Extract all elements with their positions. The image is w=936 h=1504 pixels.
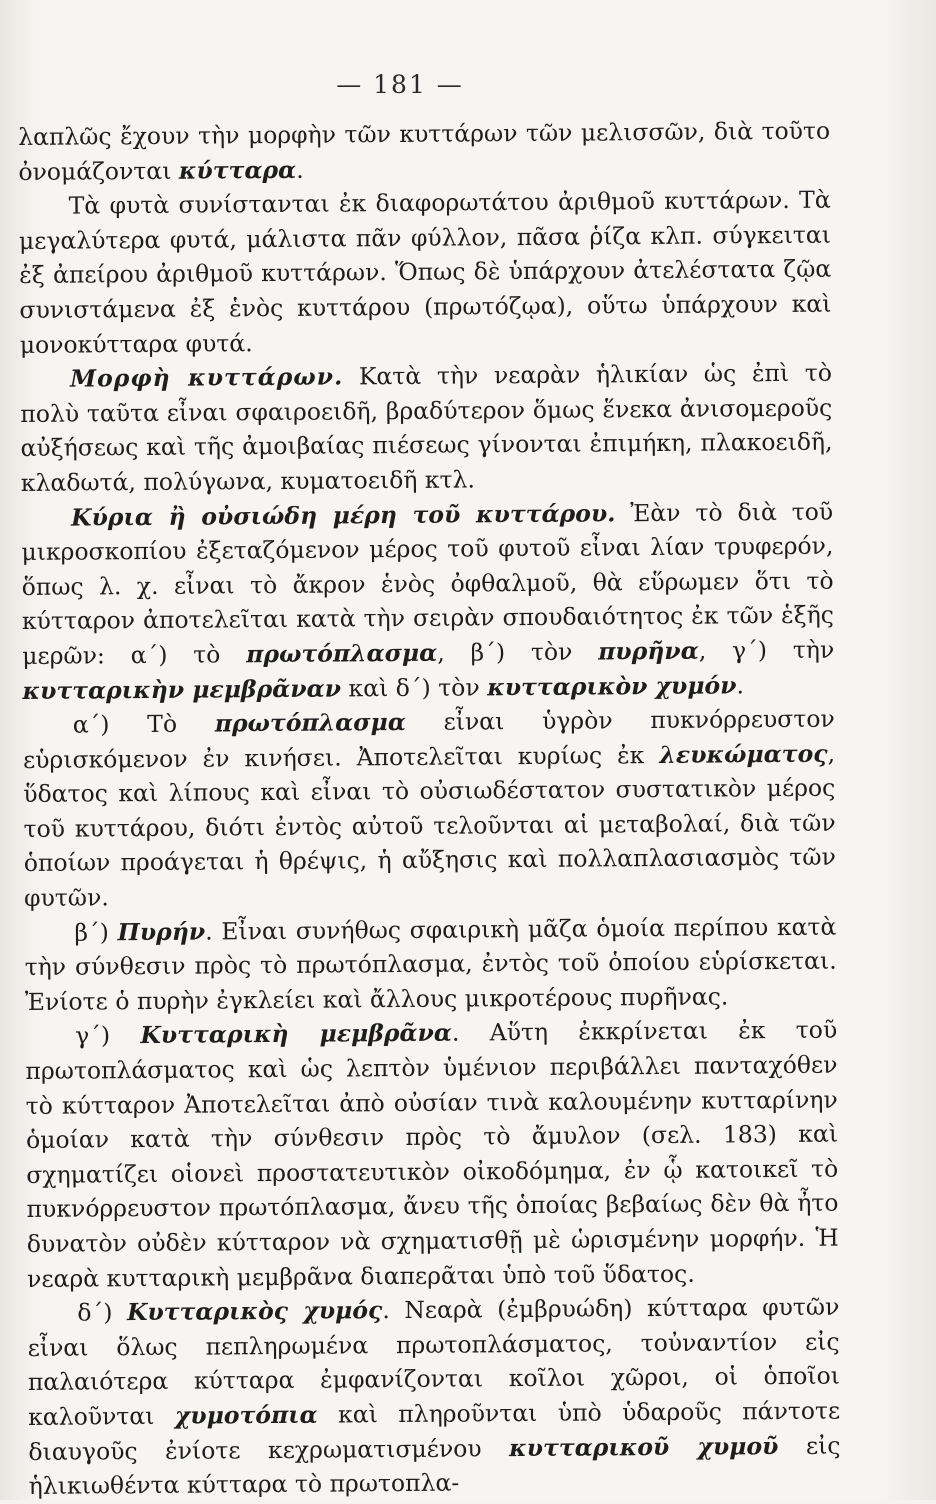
text-segment: καὶ πληροῦνται ὑπὸ ὑδαροῦς πάντοτε διαυγοῦς ἐνίοτε κεχρωματισμένου <box>28 1396 841 1466</box>
term-kyttara: κύτταρα <box>178 155 297 185</box>
text-segment: , γ΄) τὴν <box>698 635 835 665</box>
page-number: — 181 — <box>336 70 464 99</box>
text-segment: β΄) <box>74 917 118 947</box>
text-segment: γ΄) <box>75 1021 141 1051</box>
text-segment: . Αὕτη ἐκκρίνεται ἐκ τοῦ πρωτοπλάσματος καὶ ὡς λεπτὸν ὑμένιον περιβάλλει πανταχόθεν τὸ κύτταρον Ἀποτελεῖται ἀπὸ οὐσίαν τινὰ καλουμένην κυτταρίνην ὁμοίαν κατὰ τὴν σύνθεσιν πρὸς τὸ ἄμυλον (σελ. 183) καὶ σχηματίζει οἱονεὶ προστατευτικὸν οἰκοδόμημα, ἐν ᾧ κατοικεῖ τὸ πυκνόρρευστον πρωτόπλασμα, ἄνευ τῆς ὁποίας βεβαίως δὲν θὰ ἦτο δυνατὸν οὐδὲν κύτταρον νὰ σχηματισθῇ μὲ ὡρισμένην μορφήν. Ἡ νεαρὰ κυτταρικὴ μεμβρᾶνα διαπερᾶται ὑπὸ τοῦ ὕδατος. <box>25 1016 839 1293</box>
body-text <box>18 114 841 1504</box>
text-segment: Κατὰ τὴν νεαρὰν ἡλικίαν ὡς ἐπὶ τὸ πολὺ ταῦτα εἶναι σφαιροειδῆ, βραδύτερον ὅμως ἕνεκα ἀνισομεροῦς αὐξήσεως καὶ τῆς ἀμοιβαίας πιέσεως γίνονται ἐπιμήκη, πλακοειδῆ, κλαδωτά, πολύγωνα, κυματοειδῆ κτλ. <box>20 358 833 497</box>
text-segment: εἰς ἡλικιωθέντα κύτταρα τὸ πρωτοπλα- <box>28 1431 841 1501</box>
paragraph-membrane <box>25 1013 839 1296</box>
heading-nucleus: Πυρήν <box>117 917 206 946</box>
term-protoplasm: πρωτόπλασμα <box>246 638 438 669</box>
text-segment: . Εἶναι συνήθως σφαιρικὴ μᾶζα ὁμοία περίπου κατὰ τὴν σύνθεσιν πρὸς τὸ πρωτόπλασμα, ἐντὸς τοῦ ὁποίου εὑρίσκεται. Ἐνίοτε ὁ πυρὴν ἐγκλείει καὶ ἄλλους μικροτέρους πυρῆνας. <box>24 912 837 1016</box>
heading-protoplasm: πρωτόπλασμα <box>214 708 406 738</box>
paragraph-protoplasm <box>23 702 837 916</box>
paragraph-plants-cells <box>19 183 832 362</box>
term-cell-sap: κυτταρικὸν χυμόν <box>487 670 737 701</box>
text-segment: καὶ δ΄) τὸν <box>340 672 488 702</box>
text-segment: λαπλῶς ἔχουν τὴν μορφὴν τῶν κυττάρων τῶν μελισσῶν, διὰ τοῦτο ὀνομάζονται <box>18 116 831 186</box>
heading-cell-sap: Κυτταρικὸς χυμός <box>126 1296 383 1327</box>
paragraph-main-parts <box>21 494 835 708</box>
text-segment: . Νεαρὰ (ἐμβρυώδη) κύτταρα φυτῶν εἶναι ὅλως πεπληρωμένα πρωτοπλάσματος, τοὐναντίον εἰς παλαιότερα κύτταρα ἐμφανίζονται κοῖλοι χῶροι, οἱ ὁποῖοι καλοῦνται <box>27 1292 840 1431</box>
term-nucleus: πυρῆνα <box>598 636 699 666</box>
heading-membrane: Κυτταρικὴ μεμβρᾶνα <box>140 1019 453 1050</box>
text-segment: , ὕδατος καὶ λίπους καὶ εἶναι τὸ οὐσιωδέστατον συστατικὸν μέρος τοῦ κυττάρου, διότι ἐντὸς αὐτοῦ τελοῦνται αἱ μεταβολαί, διὰ τῶν ὁποίων προάγεται ἡ θρέψις, ἡ αὔξησις καὶ πολλαπλασιασμὸς τῶν φυτῶν. <box>23 739 836 913</box>
text-segment: εἶναι ὑγρὸν πυκνόρρευστον εὑρισκόμενον ἐν κινήσει. Ἀποτελεῖται κυρίως ἐκ <box>22 704 835 774</box>
text-segment: , β΄) τὸν <box>437 637 599 667</box>
term-vacuoles: χυμοτόπια <box>174 1400 318 1430</box>
paragraph-cell-sap <box>27 1290 841 1504</box>
text-segment: Τὰ φυτὰ συνίστανται ἐκ διαφορωτάτου ἀριθμοῦ κυττάρων. Τὰ μεγαλύτερα φυτά, μάλιστα πᾶν φύλλον, πᾶσα ῥίζα κλπ. σύγκειται ἐξ ἀπείρου ἀριθμοῦ κυττάρων. Ὅπως δὲ ὑπάρχουν ἀτελέστατα ζῷα συνιστάμενα ἐξ ἑνὸς κυττάρου (πρωτόζῳα), οὕτω ὑπάρχουν καὶ μονοκύτταρα φυτά. <box>18 185 832 359</box>
text-segment: δ΄) <box>77 1298 128 1327</box>
text-segment: Ἐὰν τὸ διὰ τοῦ μικροσκοπίου ἐξεταζόμενον μέρος τοῦ φυτοῦ εἶναι λίαν τρυφερόν, ὅπως λ. χ. εἶναι τὸ ἄκρον ἑνὸς ὀφθαλμοῦ, θὰ εὕρωμεν ὅτι τὸ κύτταρον ἀποτελεῖται κατὰ τὴν σειρὰν σπουδαιότητος ἐκ τῶν ἑξῆς μερῶν: α΄) τὸ <box>21 497 835 670</box>
paragraph-cell-shape <box>20 356 833 501</box>
term-albumen: λευκώματος <box>659 739 828 769</box>
text-segment: . <box>736 670 745 699</box>
heading-cell-shape: Μορφὴ κυττάρων. <box>69 362 344 393</box>
text-segment: α΄) Τὸ <box>72 709 215 739</box>
paragraph-continuation <box>18 114 831 190</box>
term-cell-membrane: κυτταρικὴν μεμβρᾶναν <box>22 673 342 705</box>
text-segment: . <box>296 155 304 184</box>
term-cellular-sap: κυτταρικοῦ χυμοῦ <box>508 1431 779 1462</box>
heading-main-parts: Κύρια ἢ οὐσιώδη μέρη τοῦ κυττάρου. <box>71 498 616 532</box>
paragraph-nucleus <box>24 909 837 1019</box>
